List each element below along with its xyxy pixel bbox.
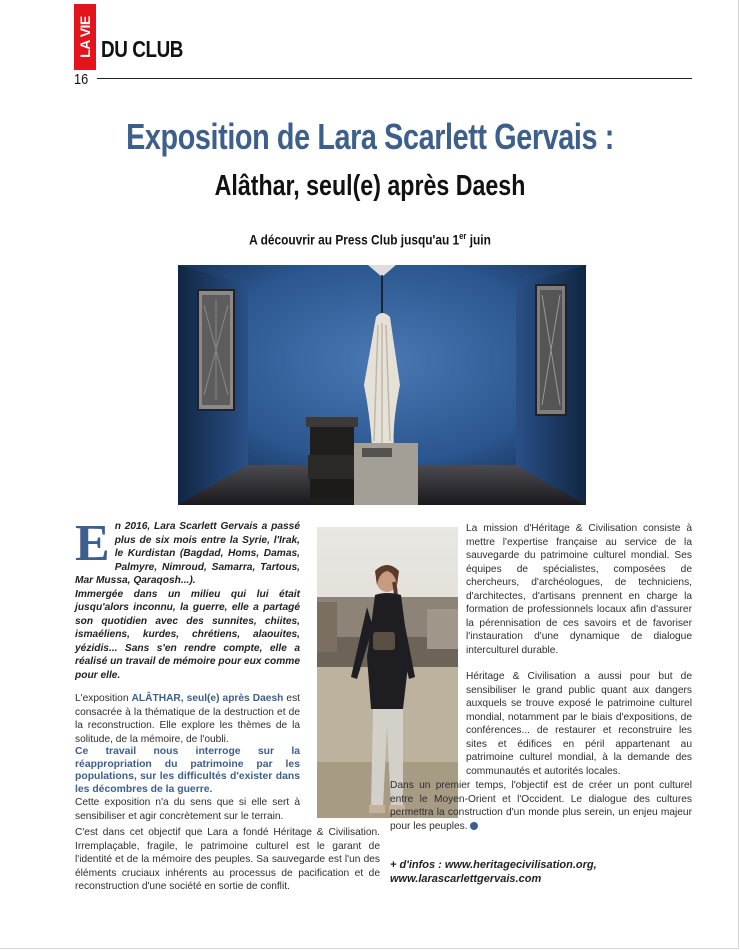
bridge-paragraph xyxy=(390,779,692,833)
spacer xyxy=(466,657,692,670)
awareness-paragraph: Héritage & Civilisation a aussi pour but de sensibiliser le grand public quant aux dangers auxquels se trouve exposé le patrimoine culturel mondial, notamment par le biais d'expositions, de conférences... de restaurer et reconstruire les sites et édifices en péril appartenant au patrimoine culturel mondial, à la demande des communautés et autorités locales. xyxy=(466,671,692,777)
info-link-artist[interactable]: www.larascarlettgervais.com xyxy=(390,873,542,885)
mission-paragraph: La mission d'Héritage & Civilisation consiste à mettre l'expertise française au service de la sauvegarde du patrimoine culturel mondial. Ses équipes de spécialistes, composées de chercheurs, d'archéologues, de techniciens, d'architectes, d'artisans prennent en charge la formation de professionnels locaux afin d'assurer la pérennisation de ces savoirs et de favoriser l'instauration d'une dynamique de dialogue interculturel durable. xyxy=(466,523,692,656)
drop-cap: E xyxy=(75,515,110,572)
exhibition-text-a: L'exposition xyxy=(75,693,132,704)
end-mark-icon xyxy=(470,822,478,830)
exhibition-name: ALÂTHAR, seul(e) après Daesh xyxy=(131,693,284,704)
kicker-superscript: er xyxy=(459,231,467,241)
column-left xyxy=(75,515,300,823)
intro-text-1: n 2016, Lara Scarlett Gervais a passé plus de six mois entre la Syrie, l'Irak, le Kurdistan (Bagdad, Homs, Damas, Palmyre, Nimroud, Samarra, Tartous, Mar Mussa, Qaraqosh...). xyxy=(75,521,300,586)
pull-quote: Ce travail nous interroge sur la réappropriation du patrimoine par les populations, sur les difficultés d'exister dans les décombres de la guerre. xyxy=(75,746,300,795)
kicker-text: A découvrir au Press Club jusqu'au 1 xyxy=(249,231,460,248)
paragraph-foundation: C'est dans cet objectif que Lara a fondé Héritage & Civilisation. Irremplaçable, fragile, le patrimoine culturel est le garant de l'identité et de la mémoire des peuples. Sa sauvegarde est l'un des éléments cruciaux inhérents au processus de pacification et de reconstruction d'une société en sortie de conflit. xyxy=(75,827,380,892)
portrait-photo-art xyxy=(317,527,458,818)
exhibition-text-b: est consacrée à la thématique de la destruction et de la reconstruction. Elle explore les thèmes de la solitude, de la mémoire, de l'oubli. xyxy=(75,693,300,745)
info-link-heritage[interactable]: + d'infos : www.heritagecivilisation.org, xyxy=(390,859,597,871)
article-title: Exposition de Lara Scarlett Gervais : xyxy=(126,116,614,157)
header-rule xyxy=(97,78,692,79)
paragraph-purpose: Cette exposition n'a du sens que si elle sert à sensibiliser et agir concrètement sur le terrain. xyxy=(75,797,300,822)
section-tag-label: LA VIE xyxy=(77,16,93,58)
bridge-text: Dans un premier temps, l'objectif est de créer un pont culturel entre le Moyen-Orient et l'Occident. Le dialogue des cultures permettra la construction d'un monde plus serein, un enjeu majeur pour les peuples. xyxy=(390,780,692,832)
article-kicker xyxy=(56,231,685,248)
section-tag xyxy=(74,4,96,70)
paragraph-foundation-wrap xyxy=(75,826,380,894)
section-title: DU CLUB xyxy=(101,36,183,62)
exhibition-photo-art xyxy=(178,265,586,505)
portrait-photo xyxy=(317,527,458,818)
article-subtitle: Alâthar, seul(e) après Daesh xyxy=(214,170,526,202)
exhibition-paragraph xyxy=(75,692,300,746)
intro-text-2: Immergée dans un milieu qui lui était jusqu'alors inconnu, la guerre, elle a partagé son quotidien avec des sunnites, chiites, ismaéliens, kurdes, chrétiens, alaouites, yézidis... Sans s'en rendre compte, elle a réalisé un travail de mémoire pour eux comme pour elle. xyxy=(75,588,300,681)
kicker-end: juin xyxy=(466,231,491,248)
more-info xyxy=(390,858,690,886)
intro-paragraph xyxy=(75,515,300,682)
exhibition-photo xyxy=(178,265,586,505)
column-right xyxy=(466,522,692,778)
bridge-paragraph-wrap xyxy=(390,779,692,833)
page-number: 16 xyxy=(74,71,89,88)
